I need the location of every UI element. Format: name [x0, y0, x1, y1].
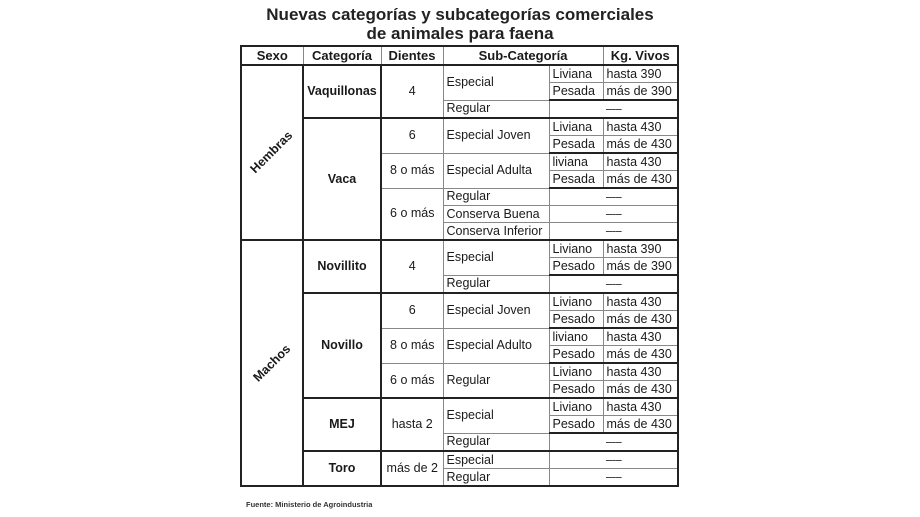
- sub-especial: Especial: [443, 65, 549, 100]
- sub-especial-adulto: Especial Adulto: [443, 328, 549, 363]
- peso-liviano: Liviano: [549, 293, 603, 311]
- kg-value: más de 430: [603, 171, 678, 189]
- kg-value: más de 390: [603, 258, 678, 276]
- sub-regular: Regular: [443, 363, 549, 398]
- dientes-8-o-mas: 8 o más: [381, 328, 443, 363]
- kg-value: más de 430: [603, 311, 678, 329]
- sub-conserva-buena: Conserva Buena: [443, 206, 549, 223]
- peso-pesado: Pesado: [549, 381, 603, 399]
- dientes-6-o-mas: 6 o más: [381, 188, 443, 240]
- peso-pesado: Pesado: [549, 258, 603, 276]
- peso-pesada: Pesada: [549, 171, 603, 189]
- header-sexo: Sexo: [241, 46, 303, 65]
- dientes-novillito: 4: [381, 240, 443, 293]
- dientes-6: 6: [381, 118, 443, 153]
- dientes-vaquillonas: 4: [381, 65, 443, 118]
- source-note: Fuente: Ministerio de Agroindustria: [246, 500, 373, 509]
- kg-value: hasta 430: [603, 153, 678, 171]
- peso-pesada: Pesada: [549, 136, 603, 154]
- sub-especial-joven: Especial Joven: [443, 118, 549, 153]
- kg-value: hasta 430: [603, 398, 678, 416]
- table-row: [241, 293, 678, 311]
- dientes-6: 6: [381, 293, 443, 328]
- sub-especial: Especial: [443, 240, 549, 275]
- sub-regular: Regular: [443, 100, 549, 118]
- kg-dash: -----: [549, 433, 678, 451]
- kg-value: más de 390: [603, 83, 678, 101]
- kg-value: más de 430: [603, 346, 678, 364]
- kg-dash: -----: [549, 451, 678, 469]
- peso-liviana: liviana: [549, 153, 603, 171]
- kg-value: más de 430: [603, 136, 678, 154]
- sub-especial-adulta: Especial Adulta: [443, 153, 549, 188]
- peso-pesado: Pesado: [549, 416, 603, 434]
- kg-dash: -----: [549, 206, 678, 223]
- kg-dash: -----: [549, 469, 678, 487]
- categoria-toro: Toro: [303, 451, 381, 486]
- table-row: [241, 451, 678, 469]
- dientes-8-o-mas: 8 o más: [381, 153, 443, 188]
- sub-regular: Regular: [443, 275, 549, 293]
- sub-conserva-inferior: Conserva Inferior: [443, 223, 549, 241]
- kg-dash: -----: [549, 100, 678, 118]
- dientes-6-o-mas: 6 o más: [381, 363, 443, 398]
- sub-especial: Especial: [443, 451, 549, 469]
- sexo-label-hembras: Hembras: [247, 128, 296, 177]
- peso-liviano: Liviano: [549, 240, 603, 258]
- sub-especial-joven: Especial Joven: [443, 293, 549, 328]
- page-title-line-1: Nuevas categorías y subcategorías comerciales: [266, 5, 654, 24]
- peso-liviana: Liviana: [549, 65, 603, 83]
- categoria-vaquillonas: Vaquillonas: [303, 65, 381, 118]
- sexo-label-machos: Machos: [250, 341, 294, 385]
- table-row: [241, 398, 678, 416]
- page-title-line-2: de animales para faena: [366, 24, 554, 43]
- sub-regular: Regular: [443, 433, 549, 451]
- kg-value: hasta 430: [603, 363, 678, 381]
- sub-especial: Especial: [443, 398, 549, 433]
- categoria-mej: MEJ: [303, 398, 381, 451]
- dientes-mas-de-2: más de 2: [381, 451, 443, 486]
- kg-value: hasta 430: [603, 118, 678, 136]
- table-header-row: [241, 46, 678, 65]
- kg-dash: -----: [549, 223, 678, 241]
- kg-value: hasta 390: [603, 65, 678, 83]
- sub-regular: Regular: [443, 469, 549, 487]
- peso-pesado: Pesado: [549, 346, 603, 364]
- peso-liviano: Liviano: [549, 398, 603, 416]
- table-row: [241, 65, 678, 83]
- header-kg-vivos: Kg. Vivos: [603, 46, 678, 65]
- dientes-hasta-2: hasta 2: [381, 398, 443, 451]
- peso-liviana: Liviana: [549, 118, 603, 136]
- peso-pesado: Pesado: [549, 311, 603, 329]
- header-subcategoria: Sub-Categoría: [443, 46, 603, 65]
- peso-liviano: Liviano: [549, 363, 603, 381]
- categoria-novillo: Novillo: [303, 293, 381, 398]
- header-dientes: Dientes: [381, 46, 443, 65]
- table-row: [241, 240, 678, 258]
- peso-pesada: Pesada: [549, 83, 603, 101]
- categories-table: [240, 45, 679, 487]
- kg-value: hasta 430: [603, 293, 678, 311]
- categoria-vaca: Vaca: [303, 118, 381, 240]
- sexo-cell-machos: [241, 240, 303, 486]
- kg-value: más de 430: [603, 381, 678, 399]
- header-categoria: Categoría: [303, 46, 381, 65]
- sub-regular: Regular: [443, 188, 549, 206]
- peso-liviano: liviano: [549, 328, 603, 346]
- kg-value: hasta 390: [603, 240, 678, 258]
- sexo-cell-hembras: [241, 65, 303, 240]
- kg-value: más de 430: [603, 416, 678, 434]
- kg-dash: -----: [549, 188, 678, 206]
- kg-value: hasta 430: [603, 328, 678, 346]
- kg-dash: -----: [549, 275, 678, 293]
- categoria-novillito: Novillito: [303, 240, 381, 293]
- table-row: [241, 118, 678, 136]
